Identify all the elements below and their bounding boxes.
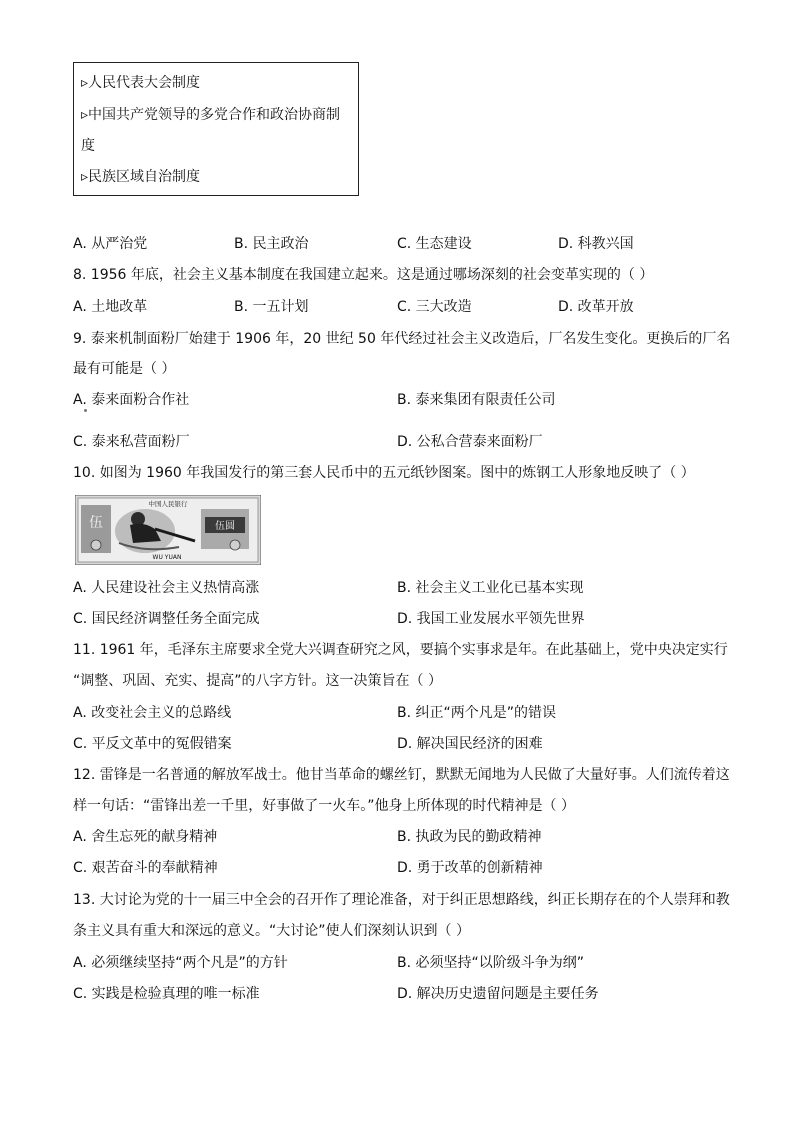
q9-option-b[interactable]: B. 泰来集团有限责任公司 [397,392,556,408]
institutions-box [73,62,359,196]
q12-option-a[interactable]: A. 舍生忘死的献身精神 [73,829,218,845]
q11-stem-line1: 11. 1961 年，毛泽东主席要求全党大兴调查研究之风，要搞个实事求是年。在此基础上，党中央决定实行 [73,642,728,658]
q11-option-b[interactable]: B. 纠正“两个凡是”的错误 [397,705,557,721]
q9-stem-line1: 9. 泰来机制面粉厂始建于 1906 年，20 世纪 50 年代经过社会主义改造后，厂名发生变化。更换后的厂名 [73,331,731,347]
q13-stem-line1: 13. 大讨论为党的十一届三中全会的召开作了理论准备，对于纠正思想路线，纠正长期存在的个人崇拜和教 [73,892,730,908]
q9-option-c[interactable]: C. 泰来私营面粉厂 [73,434,190,450]
q13-option-b[interactable]: B. 必须坚持“以阶级斗争为纲” [397,955,585,971]
q8-stem: 8. 1956 年底，社会主义基本制度在我国建立起来。这是通过哪场深刻的社会变革实现的（ ） [73,267,654,283]
q10-option-b[interactable]: B. 社会主义工业化已基本实现 [397,580,584,596]
q11-option-c[interactable]: C. 平反文革中的冤假错案 [73,736,232,752]
banknote-top-text: 中国人民银行 [148,500,188,508]
q8-option-c[interactable]: C. 三大改造 [397,299,472,315]
q13-option-a[interactable]: A. 必须继续坚持“两个凡是”的方针 [73,955,288,971]
q7-option-c[interactable]: C. 生态建设 [397,236,472,252]
q9-option-a[interactable]: A. 泰来面粉合作社 [73,392,190,408]
q9-option-d[interactable]: D. 公私合营泰来面粉厂 [397,434,543,450]
q11-option-d[interactable]: D. 解决国民经济的困难 [397,736,543,752]
q13-option-d[interactable]: D. 解决历史遗留问题是主要任务 [397,986,599,1002]
banknote-left-text: 伍 [89,515,103,531]
q7-option-a[interactable]: A. 从严治党 [73,236,148,252]
q10-option-a[interactable]: A. 人民建设社会主义热情高涨 [73,580,260,596]
q12-option-c[interactable]: C. 艰苦奋斗的奉献精神 [73,860,218,876]
q10-option-c[interactable]: C. 国民经济调整任务全面完成 [73,611,260,627]
five-yuan-banknote-image [75,495,261,565]
q8-option-d[interactable]: D. 改革开放 [558,299,634,315]
q7-option-d[interactable]: D. 科教兴国 [558,236,634,252]
q10-stem: 10. 如图为 1960 年我国发行的第三套人民币中的五元纸钞图案。图中的炼钢工人形象地反映了（ ） [73,465,695,481]
q11-option-a[interactable]: A. 改变社会主义的总路线 [73,705,232,721]
box-line-3: ▹民族区域自治制度 [81,169,201,185]
q13-option-c[interactable]: C. 实践是检验真理的唯一标准 [73,986,260,1002]
q13-stem-line2: 条主义具有重大和深远的意义。“大讨论”使人们深刻认识到（ ） [73,923,470,939]
q12-stem-line1: 12. 雷锋是一名普通的解放军战士。他甘当革命的螺丝钉，默默无闻地为人民做了大量好事。人们流传着这 [73,767,730,783]
q10-option-d[interactable]: D. 我国工业发展水平领先世界 [397,611,585,627]
q12-option-d[interactable]: D. 勇于改革的创新精神 [397,860,543,876]
box-line-1: ▹人民代表大会制度 [81,75,201,91]
q7-option-b[interactable]: B. 民主政治 [234,236,309,252]
banknote-right-text: 伍圆 [215,521,235,532]
stray-dot [84,409,87,412]
q12-stem-line2: 样一句话：“雷锋出差一千里，好事做了一火车。”他身上所体现的时代精神是（ ） [73,798,575,814]
q9-stem-line2: 最有可能是（ ） [73,361,176,377]
q8-option-b[interactable]: B. 一五计划 [234,299,309,315]
banknote-bottom-text: WU YUAN [152,554,182,561]
box-line-2b: 度 [81,138,95,154]
q11-stem-line2: “调整、巩固、充实、提高”的八字方针。这一决策旨在（ ） [73,673,442,689]
q12-option-b[interactable]: B. 执政为民的勤政精神 [397,829,542,845]
box-line-2a: ▹中国共产党领导的多党合作和政治协商制 [81,107,341,123]
q8-option-a[interactable]: A. 土地改革 [73,299,148,315]
